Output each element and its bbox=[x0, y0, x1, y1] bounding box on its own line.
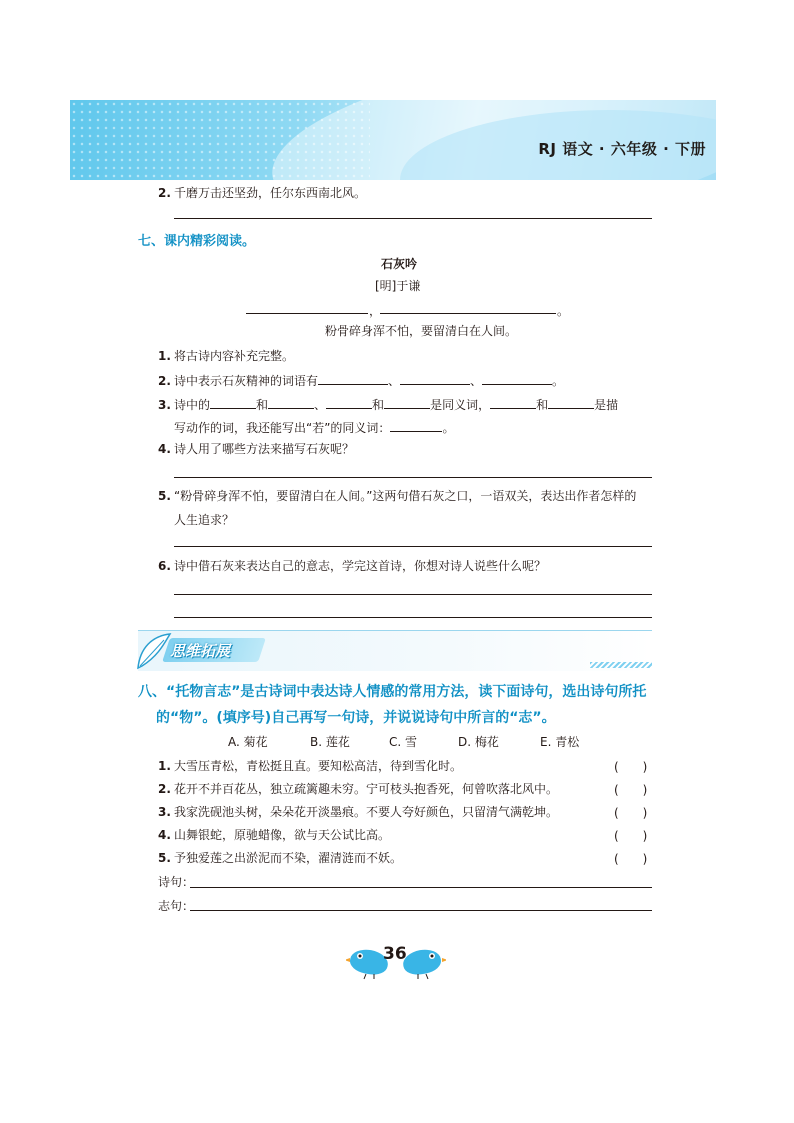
answer-blank[interactable] bbox=[268, 396, 314, 409]
hatch-decoration bbox=[590, 662, 652, 668]
question-3: 3. 诗中的 和 、 和 是同义词， 和 是描 bbox=[158, 398, 619, 412]
question-4: 4. 诗人用了哪些方法来描写石灰呢？ bbox=[158, 442, 355, 456]
question-1: 1. 将古诗内容补充完整。 bbox=[158, 349, 295, 363]
question-5: 5. “粉骨碎身浑不怕，要留清白在人间。”这两句借石灰之口，一语双关，表达出作者怎样的 bbox=[158, 489, 637, 503]
poem-period: 。 bbox=[557, 304, 570, 318]
question-3-line2: 写动作的词，我还能写出“若”的同义词： 。 bbox=[174, 421, 455, 435]
list-item: 1. 大雪压青松，青松挺且直。要知松高洁，待到雪化时。 bbox=[158, 759, 463, 773]
answer-line[interactable] bbox=[174, 477, 652, 478]
answer-paren[interactable]: ( ) bbox=[614, 829, 648, 843]
list-item: 2. 花开不并百花丛，独立疏篱趣未穷。宁可枝头抱香死，何曾吹落北风中。 bbox=[158, 782, 559, 796]
poem-author: [明]于谦 bbox=[375, 279, 421, 293]
section8-heading-line2: 的“物”。(填序号)自己再写一句诗，并说说诗句中所言的“志”。 bbox=[156, 710, 556, 726]
list-item: 3. 我家洗砚池头树，朵朵花开淡墨痕。不要人夸好颜色，只留清气满乾坤。 bbox=[158, 805, 559, 819]
section8-heading-line1: 八、“托物言志”是古诗词中表达诗人情感的常用方法，读下面诗句，选出诗句所托 bbox=[138, 684, 647, 700]
list-item: 5. 予独爱莲之出淤泥而不染，濯清涟而不妖。 bbox=[158, 851, 403, 865]
option-b: B. 莲花 bbox=[310, 735, 350, 749]
prev-item: 2. 千磨万击还坚劲，任尔东西南北风。 bbox=[158, 186, 367, 200]
section7-heading: 七、课内精彩阅读。 bbox=[138, 234, 256, 249]
answer-blank[interactable] bbox=[390, 419, 442, 432]
answer-paren[interactable]: ( ) bbox=[614, 806, 648, 820]
poem-title: 石灰吟 bbox=[381, 257, 418, 271]
answer-line[interactable] bbox=[174, 218, 652, 219]
answer-blank[interactable] bbox=[400, 372, 470, 385]
option-c: C. 雪 bbox=[389, 735, 418, 749]
answer-line[interactable] bbox=[174, 617, 652, 618]
header-title: RJ 语文 · 六年级 · 下册 bbox=[538, 140, 706, 158]
answer-blank[interactable] bbox=[482, 372, 552, 385]
question-5-line2: 人生追求？ bbox=[174, 513, 235, 527]
question-2: 2. 诗中表示石灰精神的词语有 、 、 。 bbox=[158, 374, 565, 388]
answer-blank[interactable] bbox=[548, 396, 594, 409]
zhi-line-label: 志句： bbox=[158, 899, 195, 913]
answer-blank[interactable] bbox=[490, 396, 536, 409]
answer-line[interactable] bbox=[174, 546, 652, 547]
answer-blank[interactable] bbox=[384, 396, 430, 409]
option-d: D. 梅花 bbox=[458, 735, 499, 749]
zhi-answer-line[interactable] bbox=[190, 910, 652, 911]
poem-last-line: 粉骨碎身浑不怕，要留清白在人间。 bbox=[325, 324, 518, 338]
answer-blank[interactable] bbox=[326, 396, 372, 409]
answer-blank[interactable] bbox=[318, 372, 388, 385]
answer-paren[interactable]: ( ) bbox=[614, 783, 648, 797]
poem-comma: ， bbox=[369, 304, 382, 318]
answer-blank[interactable] bbox=[210, 396, 256, 409]
poem-line-label: 诗句： bbox=[158, 875, 195, 889]
answer-line[interactable] bbox=[174, 594, 652, 595]
answer-paren[interactable]: ( ) bbox=[614, 852, 648, 866]
question-6: 6. 诗中借石灰来表达自己的意志，学完这首诗，你想对诗人说些什么呢？ bbox=[158, 559, 547, 573]
poem-blank-1[interactable] bbox=[246, 313, 368, 314]
option-e: E. 青松 bbox=[540, 735, 580, 749]
answer-paren[interactable]: ( ) bbox=[614, 760, 648, 774]
poem-blank-2[interactable] bbox=[380, 313, 556, 314]
section-tag-label: 思维拓展 bbox=[170, 642, 231, 660]
list-item: 4. 山舞银蛇，原驰蜡像，欲与天公试比高。 bbox=[158, 828, 391, 842]
page-number: 36 bbox=[383, 944, 407, 964]
option-a: A. 菊花 bbox=[228, 735, 268, 749]
poem-answer-line[interactable] bbox=[190, 887, 652, 888]
